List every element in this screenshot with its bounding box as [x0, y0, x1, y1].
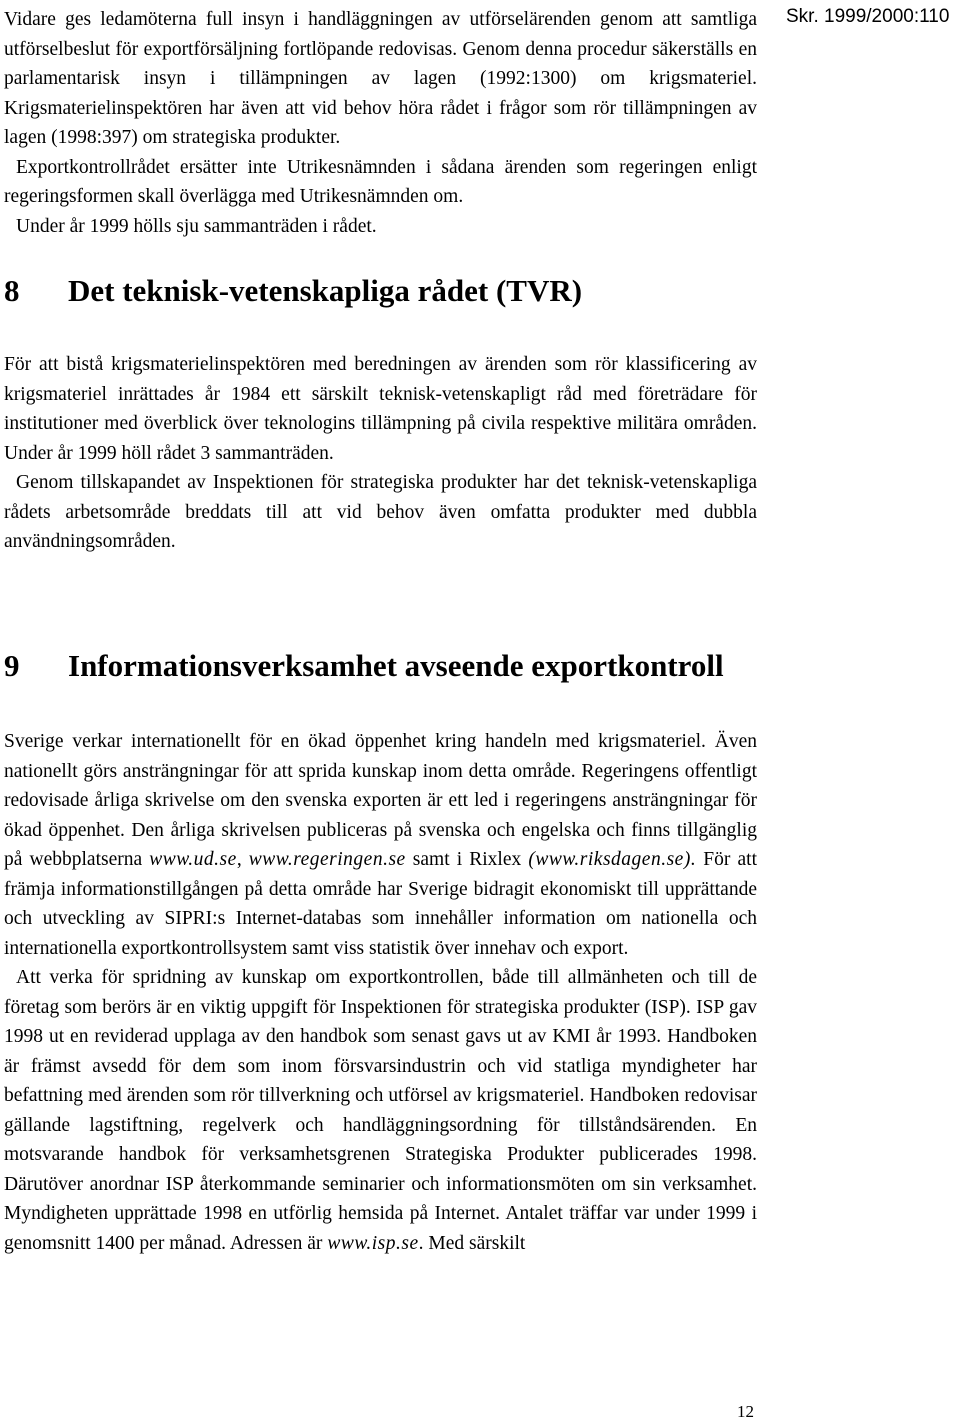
- isp-link[interactable]: www.isp.se: [327, 1232, 419, 1254]
- separator: ,: [236, 849, 249, 870]
- section-8-number: 8: [4, 273, 20, 308]
- section-9-paragraph-1-text-a: Sverige verkar internationellt för en ökad öppenhet kring handeln med krigsmateriel. Även nationellt görs ansträngningar för att sprida kunskap inom detta område. Regeringens offentligt redovisade årliga skrivelse om den svenska exporten är ett led i regeringens ansträngningar för ökad öppenhet. Den årliga skrivelsen publiceras på svenska och engelska och finns tillgänglig på webbplatserna: [4, 731, 757, 870]
- meetings-paragraph: Under år 1999 hölls sju sammanträden i rådet.: [16, 215, 377, 237]
- section-9-paragraph-1-text-b: samt i Rixlex: [405, 849, 529, 870]
- section-8-title: Det teknisk-vetenskapliga rådet (TVR): [68, 273, 583, 308]
- section-9-paragraph-2: [4, 963, 757, 1258]
- section-9-heading: [4, 648, 724, 684]
- section-9-title: Informationsverksamhet avseende exportkontroll: [68, 648, 724, 683]
- intro-paragraph: Vidare ges ledamöterna full insyn i handläggningen av utförselärenden genom att samtliga utförselbeslut för exportförsäljning fortlöpande redovisas. Genom denna procedur säkerställs en parlamentarisk insyn i tillämpningen av lagen (1992:1300) om krigsmateriel. Krigsmaterielinspektören har även att vid behov höra rådet i frågor som rör tillämpningen av lagen (1998:397) om strategiska produkter.: [4, 9, 757, 148]
- riksdagen-link[interactable]: (www.riksdagen.se).: [528, 849, 697, 870]
- ud-link[interactable]: www.ud.se: [149, 849, 237, 870]
- intro-block: [4, 5, 757, 241]
- section-9-paragraph-2-text-b: . Med särskilt: [418, 1232, 526, 1254]
- section-8-paragraph-1: För att bistå krigsmaterielinspektören med beredningen av ärenden som rör klassificering av krigsmateriel inrättades år 1984 ett särskilt teknisk-vetenskapligt råd med företrädare för institutioner med överblick över teknologins tillämpning på civila respektive militära områden. Under år 1999 höll rådet 3 sammanträden.: [4, 354, 757, 464]
- section-9-paragraph-1-text-c: För att främja informationstillgången på detta område har Sverige bidragit ekonomiskt till upprättande och utveckling av SIPRI:s Internet-databas som innehåller information om nationella och internationella exportkontrollsystem samt viss statistik över innehav och export.: [4, 849, 757, 959]
- document-reference: Skr. 1999/2000:110: [786, 6, 950, 27]
- regeringen-link[interactable]: www.regeringen.se: [248, 849, 406, 870]
- section-9-paragraph-2-text-a: Att verka för spridning av kunskap om exportkontrollen, både till allmänheten och till de företag som berörs är en viktig uppgift för Inspektionen för strategiska produkter (ISP). ISP gav 1998 ut en reviderad upplaga av den handbok som senast gavs ut av KMI år 1993. Handboken är främst avsedd för dem som inom försvarsindustrin och vid statliga myndigheter har befattning med ärenden som rör tillverkning och utförsel av krigsmateriel. Handboken redovisar gällande lagstiftning, regelverk och handläggningsordning för tillståndsärenden. En motsvarande handbok för verksamhetsgrenen Strategiska Produkter publicerades 1998. Därutöver anordnar ISP återkommande seminarier och informationsmöten om sin verksamhet. Myndigheten upprättade 1998 en utförlig hemsida på Internet. Antalet träffar var under 1999 i genomsnitt 1400 per månad. Adressen är: [4, 967, 757, 1254]
- section-9-number: 9: [4, 648, 20, 683]
- section-8-heading: [4, 273, 582, 309]
- section-8-body: [4, 350, 757, 557]
- section-9-body: [4, 727, 757, 1258]
- section-9-paragraph-1: [4, 727, 757, 963]
- council-paragraph: Exportkontrollrådet ersätter inte Utrikesnämnden i sådana ärenden som regeringen enligt regeringsformen skall överlägga med Utrikesnämnden om.: [4, 156, 757, 207]
- page-number: 12: [737, 1402, 754, 1421]
- section-8-paragraph-2: Genom tillskapandet av Inspektionen för strategiska produkter har det teknisk-vetenskapliga rådets arbetsområde breddats till att vid behov även omfatta produkter med dubbla användningsområden.: [4, 472, 757, 552]
